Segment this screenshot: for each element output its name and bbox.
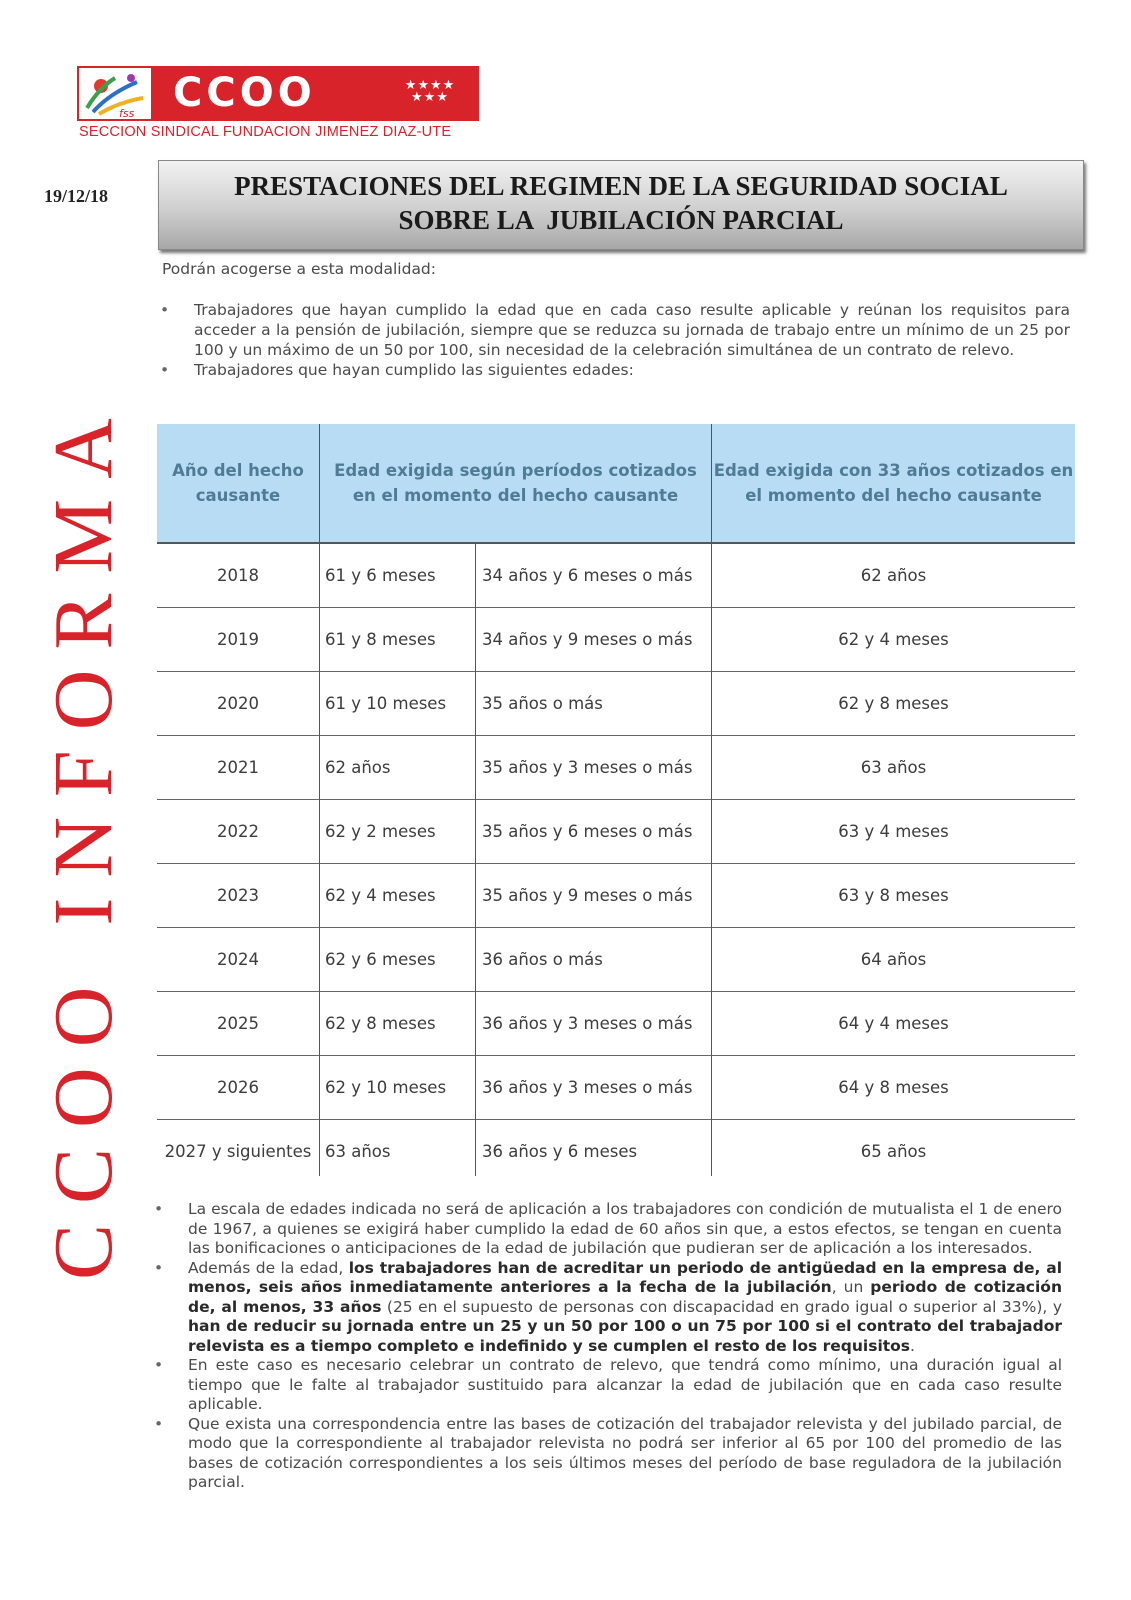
table-cell: 2022 — [217, 822, 259, 841]
table-body — [157, 544, 1075, 1183]
table-cell: 2026 — [217, 1078, 259, 1097]
table-cell: 36 años y 6 meses — [482, 1142, 638, 1161]
table-cell: 61 y 8 meses — [325, 630, 436, 649]
text-span: (25 en el supuesto de personas con discapacidad en grado igual o superior al 33%), y — [381, 1297, 1062, 1316]
table-cell: 62 y 4 meses — [325, 886, 436, 905]
list-item: • En este caso es necesario celebrar un contrato de relevo, que tendrá como mínimo, una duración igual al tiempo que le falte al trabajador sustituido para alcanzar la edad de jubilación que en cada caso resulte aplicable. — [154, 1356, 1062, 1415]
ccoo-logo — [77, 66, 479, 146]
table-cell: 2021 — [217, 758, 259, 777]
emblem-text: fss — [119, 107, 135, 119]
table-cell: 62 y 6 meses — [325, 950, 436, 969]
table-divider — [711, 424, 712, 1176]
table-cell: 36 años y 3 meses o más — [482, 1014, 693, 1033]
logo-word: CCOO — [173, 70, 316, 116]
table-cell: 34 años y 9 meses o más — [482, 630, 693, 649]
document-date: 19/12/18 — [44, 186, 109, 206]
table-cell: 63 años — [325, 1142, 391, 1161]
table-cell: 63 y 8 meses — [838, 886, 949, 905]
table-row — [157, 864, 1075, 928]
table-header — [157, 424, 1075, 544]
text-span: Además de la edad, — [188, 1258, 349, 1277]
table-cell: 62 y 2 meses — [325, 822, 436, 841]
header-cell-33-years: Edad exigida con 33 años cotizados en el momento del hecho causante — [713, 461, 1074, 505]
table-cell: 35 años y 9 meses o más — [482, 886, 693, 905]
table-row — [157, 1120, 1075, 1183]
table-cell: 2025 — [217, 1014, 259, 1033]
table-cell: 64 y 4 meses — [838, 1014, 949, 1033]
table-row — [157, 1056, 1075, 1120]
title-line-1: PRESTACIONES DEL REGIMEN DE LA SEGURIDAD SOCIAL — [234, 171, 1008, 201]
vertical-banner: CCOO INFORMA — [37, 398, 130, 1280]
table-cell: 62 años — [860, 566, 927, 585]
header-cell-year: Año del hecho causante — [172, 461, 304, 505]
table-cell: 36 años o más — [482, 950, 603, 969]
intro-text: Podrán acogerse a esta modalidad: — [162, 260, 436, 278]
table-cell: 63 y 4 meses — [838, 822, 949, 841]
table-row — [157, 800, 1075, 864]
table-cell: 62 años — [325, 758, 391, 777]
table-cell: 2024 — [217, 950, 259, 969]
table-cell: 63 años — [860, 758, 927, 777]
table-cell: 61 y 10 meses — [325, 694, 447, 713]
bold-text: han de reducir su jornada entre un 25 y un 50 por 100 o un 75 por 100 si el contrato del trabajador relevista es a tiempo completo e indefinido y se cumplen el resto de los requisitos — [188, 1317, 1062, 1355]
retirement-age-table — [157, 424, 1075, 1183]
table-divider — [475, 542, 476, 1176]
fss-emblem-icon — [79, 68, 151, 119]
table-cell: 2020 — [217, 694, 259, 713]
list-item: • Trabajadores que hayan cumplido las siguientes edades: — [160, 360, 1070, 380]
bold-text: los trabajadores han de acreditar un periodo de antigüedad en la empresa de, al menos, seis años inmediatamente anteriores a la fecha de la jubilación — [188, 1258, 1063, 1296]
title-box — [158, 160, 1084, 250]
list-item — [154, 1259, 1062, 1357]
bottom-bullet-list — [154, 1200, 1062, 1493]
table-row — [157, 928, 1075, 992]
table-cell: 64 años — [860, 950, 927, 969]
logo-red-box — [77, 66, 479, 121]
title-line-2: SOBRE LA JUBILACIÓN PARCIAL — [398, 205, 844, 235]
list-item: • Que exista una correspondencia entre las bases de cotización del trabajador relevista y del jubilado parcial, de modo que la correspondiente al trabajador relevista no podrá ser inferior al 65 por 100 del promedio de las bases de cotización correspondientes a los seis últimos meses del período de base reguladora de la jubilación parcial. — [154, 1415, 1062, 1493]
table-cell: 35 años y 6 meses o más — [482, 822, 693, 841]
table-cell: 62 y 10 meses — [325, 1078, 447, 1097]
table-row — [157, 992, 1075, 1056]
table-row — [157, 672, 1075, 736]
table-cell: 64 y 8 meses — [838, 1078, 949, 1097]
logo-stars: ★★★★ ★★★ — [404, 78, 456, 105]
text-span: . — [910, 1336, 915, 1355]
table-cell: 2019 — [217, 630, 259, 649]
list-item: • Trabajadores que hayan cumplido la edad que en cada caso resulte aplicable y reúnan los requisitos para acceder a la pensión de jubilación, siempre que se reduzca su jornada de trabajo entre un mínimo de un 25 por 100 y un máximo de un 50 por 100, sin necesidad de la celebración simultánea de un contrato de relevo. — [160, 300, 1070, 360]
table-cell: 62 y 8 meses — [838, 694, 949, 713]
table-cell: 65 años — [860, 1142, 927, 1161]
table-cell: 62 y 4 meses — [838, 630, 949, 649]
table-row — [157, 544, 1075, 608]
list-item: • La escala de edades indicada no será de aplicación a los trabajadores con condición de mutualista el 1 de enero de 1967, a quienes se exigirá haber cumplido la edad de 60 años sin que, a estos efectos, se tengan en cuenta las bonificaciones o anticipaciones de la edad de jubilación que pudieran ser de aplicación a los interesados. — [154, 1200, 1062, 1259]
header-cell-periods: Edad exigida según períodos cotizados en el momento del hecho causante — [334, 461, 697, 505]
table-cell: 2018 — [217, 566, 259, 585]
table-cell: 36 años y 3 meses o más — [482, 1078, 693, 1097]
table-cell: 35 años y 3 meses o más — [482, 758, 693, 777]
logo-subtitle: SECCION SINDICAL FUNDACION JIMENEZ DIAZ-UTE — [79, 124, 452, 140]
bold-text: periodo de cotización de, al menos, 33 años — [188, 1278, 1062, 1316]
table-cell: 62 y 8 meses — [325, 1014, 436, 1033]
text-span: , un — [831, 1278, 871, 1296]
table-divider — [319, 424, 320, 1176]
table-row — [157, 608, 1075, 672]
table-cell: 34 años y 6 meses o más — [482, 566, 693, 585]
table-cell: 35 años o más — [482, 694, 603, 713]
table-cell: 61 y 6 meses — [325, 566, 436, 585]
top-bullet-list — [160, 300, 1070, 380]
table-row — [157, 736, 1075, 800]
table-cell: 2027 y siguientes — [164, 1142, 312, 1161]
table-cell: 2023 — [217, 886, 259, 905]
